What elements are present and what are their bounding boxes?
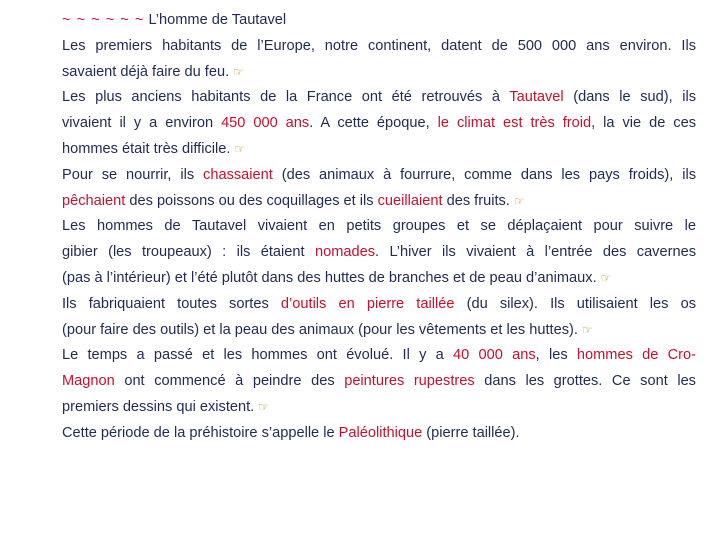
text-run: . L’hiver ils vivaient à l’entrée des cavernes bbox=[375, 244, 696, 261]
lesson-text bbox=[62, 8, 696, 447]
lesson-title bbox=[62, 8, 696, 34]
keyword-outils-pierre-taillee: d’outils en pierre taillée bbox=[280, 295, 455, 312]
text-run: , la vie de ces bbox=[591, 115, 696, 132]
text-run: Pour se nourrir, ils bbox=[62, 166, 195, 183]
paragraph-2-line-1 bbox=[62, 85, 696, 111]
text-run: des fruits. bbox=[446, 192, 510, 209]
paragraph-4-line-1: Les hommes de Tautavel vivaient en petits groupes et se déplaçaient pour suivre le bbox=[62, 218, 696, 235]
paragraph-2-line-3 bbox=[62, 137, 696, 163]
paragraph-1-text: savaient déjà faire du feu. bbox=[62, 63, 230, 80]
text-run: (des animaux à fourrure, comme dans les pays froids), ils bbox=[281, 166, 696, 183]
text-run: (du silex). Ils utilisaient les os bbox=[466, 295, 696, 312]
keyword-magnon: Magnon bbox=[62, 373, 115, 390]
paragraph-6-line-2 bbox=[62, 369, 696, 395]
paragraph-1-line-2 bbox=[62, 60, 696, 86]
paragraph-1-line-1: Les premiers habitants de l’Europe, notre continent, datent de 500 000 ans environ. Ils bbox=[62, 37, 696, 54]
lesson-title-text: L’homme de Tautavel bbox=[148, 12, 287, 28]
text-run: dans les grottes. Ce sont les bbox=[484, 373, 696, 390]
pointing-hand-icon: ☞ bbox=[233, 64, 244, 79]
text-run: vivaient il y a environ bbox=[62, 115, 214, 132]
text-run: gibier (les troupeaux) : ils étaient bbox=[62, 244, 305, 261]
paragraph-6-line-1 bbox=[62, 343, 696, 369]
paragraph-5-line-2 bbox=[62, 318, 696, 344]
text-run: (pour faire des outils) et la peau des animaux (pour les vêtements et les huttes). bbox=[62, 321, 578, 338]
keyword-paleolithique: Paléolithique bbox=[338, 424, 423, 441]
text-run: Ils fabriquaient toutes sortes bbox=[62, 295, 269, 312]
pointing-hand-icon: ☞ bbox=[581, 322, 593, 337]
pointing-hand-icon: ☞ bbox=[258, 399, 269, 414]
text-run: Cette période de la préhistoire s’appelle le bbox=[62, 424, 335, 441]
text-run: , les bbox=[535, 347, 568, 364]
paragraph-3-line-2 bbox=[62, 189, 696, 215]
text-run: ont commencé à peindre des bbox=[124, 373, 335, 390]
paragraph-5-line-1 bbox=[62, 292, 696, 318]
text-run: (dans le sud), ils bbox=[573, 89, 696, 106]
text-run: Le temps a passé et les hommes ont évolué. Il y a bbox=[62, 347, 444, 364]
keyword-climat-froid: le climat est très froid bbox=[437, 115, 592, 132]
paragraph-6-line-3 bbox=[62, 395, 696, 421]
paragraph-7-line-1 bbox=[62, 421, 696, 447]
text-run: des poissons ou des coquillages et ils bbox=[129, 192, 374, 209]
text-run: Les plus anciens habitants de la France ont été retrouvés à bbox=[62, 89, 500, 106]
keyword-cueillaient: cueillaient bbox=[377, 192, 443, 209]
tilde-decoration: ~ ~ ~ ~ ~ ~ bbox=[62, 12, 145, 28]
text-run: premiers dessins qui existent. bbox=[62, 398, 255, 415]
paragraph-2-line-2 bbox=[62, 111, 696, 137]
pointing-hand-icon: ☞ bbox=[234, 141, 246, 156]
keyword-tautavel: Tautavel bbox=[509, 89, 564, 106]
keyword-450000-ans: 450 000 ans bbox=[221, 115, 310, 132]
keyword-peintures-rupestres: peintures rupestres bbox=[344, 373, 475, 390]
pointing-hand-icon: ☞ bbox=[600, 270, 612, 285]
keyword-pechaient: pêchaient bbox=[62, 192, 126, 209]
paragraph-4-line-2 bbox=[62, 240, 696, 266]
paragraph-3-line-1 bbox=[62, 163, 696, 189]
keyword-hommes-cro-magnon: hommes de Cro- bbox=[576, 347, 696, 364]
paragraph-4-line-3 bbox=[62, 266, 696, 292]
keyword-nomades: nomades bbox=[314, 244, 376, 261]
keyword-40000-ans: 40 000 ans bbox=[453, 347, 536, 364]
text-run: (pas à l’intérieur) et l’été plutôt dans des huttes de branches et de peau d’animaux. bbox=[62, 269, 597, 286]
text-run: (pierre taillée). bbox=[426, 424, 520, 441]
pointing-hand-icon: ☞ bbox=[513, 193, 525, 208]
keyword-chassaient: chassaient bbox=[203, 166, 273, 183]
text-run: hommes était très difficile. bbox=[62, 140, 231, 157]
text-run: . A cette époque, bbox=[309, 115, 430, 132]
